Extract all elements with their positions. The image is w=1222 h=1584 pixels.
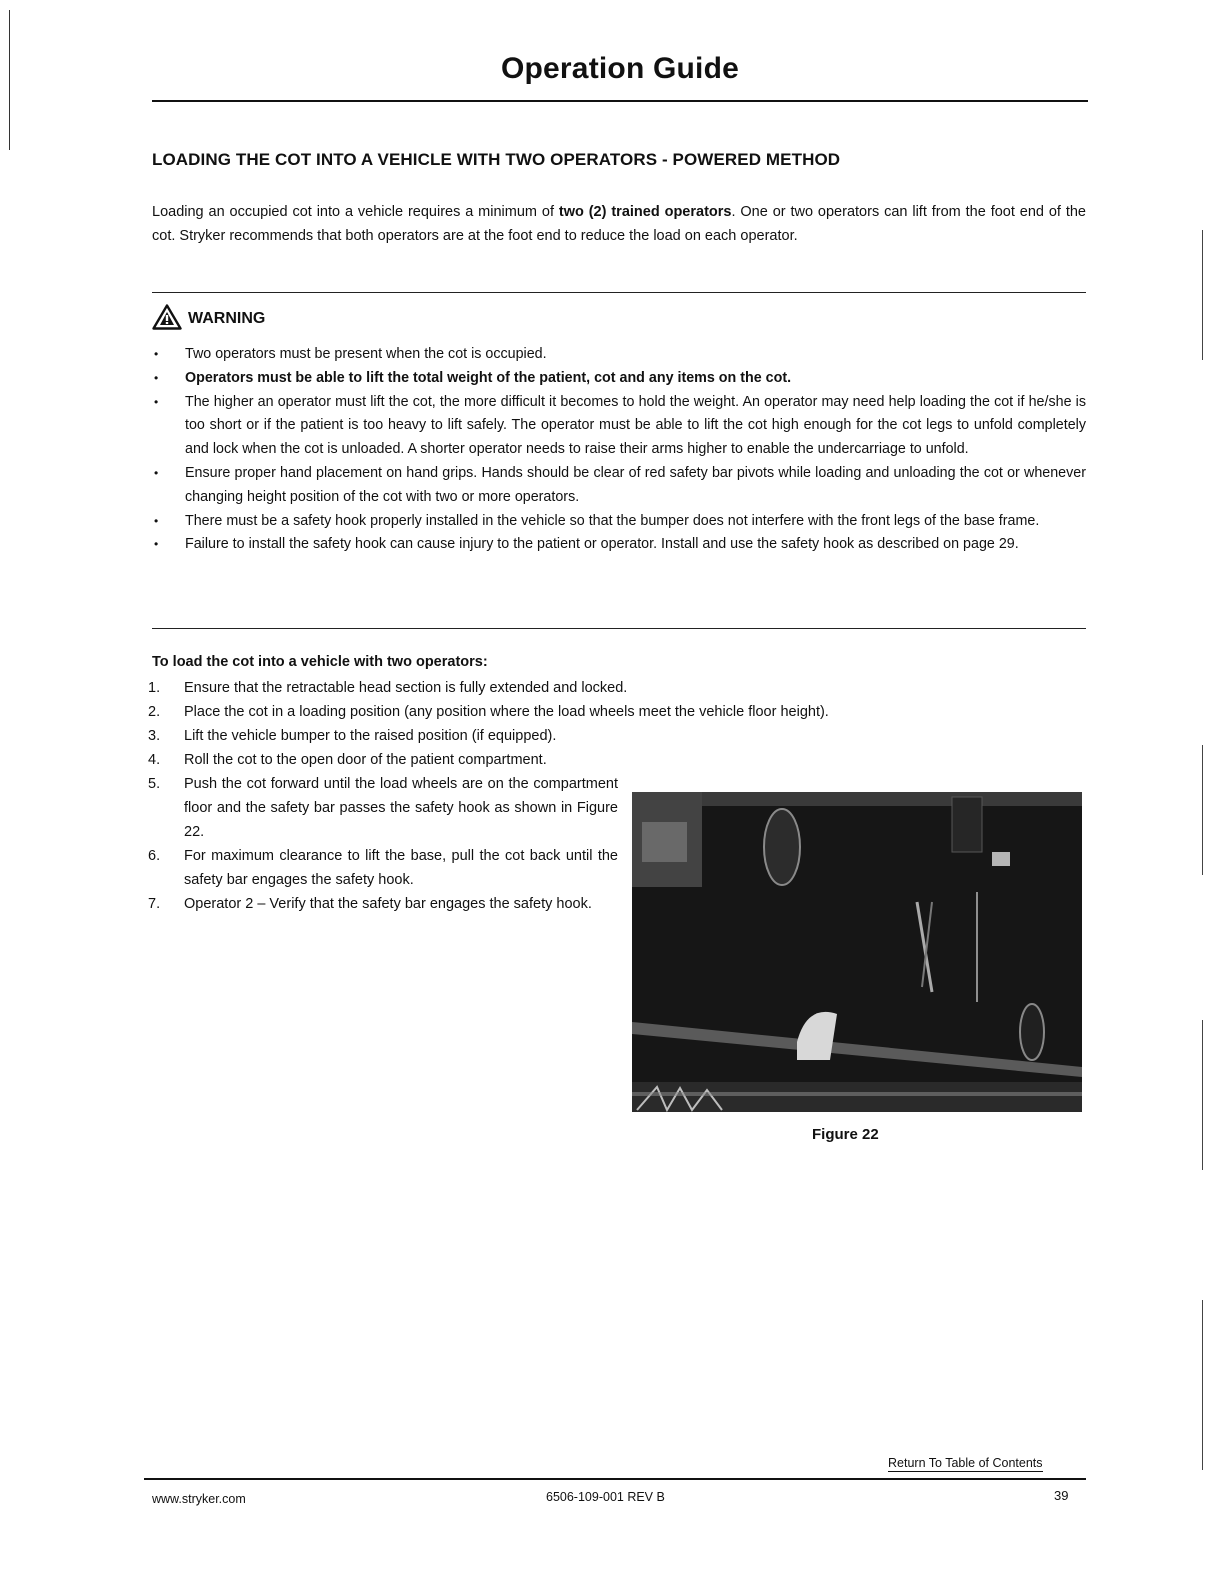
figure-photo — [632, 792, 1082, 1112]
warning-item: • Two operators must be present when the cot is occupied. — [154, 346, 547, 362]
procedure-step: 3. Lift the vehicle bumper to the raised position (if equipped). — [148, 728, 557, 744]
page-title: Operation Guide — [500, 52, 740, 85]
procedure-step: 4. Roll the cot to the open door of the patient compartment. — [148, 752, 547, 768]
page-number: 39 — [1054, 1488, 1069, 1503]
warning-bottom-rule — [152, 628, 1086, 629]
warning-label: WARNING — [188, 310, 266, 327]
table-of-contents-link[interactable]: Return To Table of Contents — [888, 1456, 1043, 1470]
warning-item: • The higher an operator must lift the cot, the more difficult it becomes to hold the weight. An operator may need help loading the cot if he/she is too short or if the patient is too heavy to lift safely. The operator must be able to lift the cot high enough for the cot legs to unfold completely and lock when the cot is unloaded. A shorter operator needs to raise their arms higher to enable the undercarriage to unfold. — [154, 393, 1086, 458]
cot-loading-photo — [632, 792, 1082, 1112]
warning-top-rule — [152, 292, 1086, 293]
warning-triangle-icon — [152, 304, 182, 335]
procedure-step: 6. For maximum clearance to lift the base, pull the cot back until the safety bar engages the safety hook. — [148, 848, 618, 888]
section-heading: LOADING THE COT INTO A VEHICLE WITH TWO OPERATORS - POWERED METHOD — [152, 150, 841, 169]
intro-text: Loading an occupied cot into a vehicle requires a minimum of — [152, 204, 559, 220]
intro-bold-text: two (2) trained operators — [558, 204, 732, 220]
intro-text: . One or two operators can lift from the foot end of the cot. Stryker recommends that both operators are at the foot end to reduce the load on each operator. — [152, 204, 1086, 244]
title-rule — [152, 100, 1088, 102]
scan-edge-line — [1202, 1020, 1203, 1170]
procedure-heading: To load the cot into a vehicle with two operators: — [152, 654, 488, 670]
scan-edge-line — [1202, 230, 1203, 360]
footer-doc-number: 6506-109-001 REV B — [546, 1490, 665, 1504]
procedure-step: 1. Ensure that the retractable head section is fully extended and locked. — [148, 680, 628, 696]
scan-edge-line — [1202, 1300, 1203, 1470]
procedure-step: 5. Push the cot forward until the load wheels are on the compartment floor and the safety bar passes the safety hook as shown in Figure 22. — [148, 776, 618, 840]
warning-item: • Ensure proper hand placement on hand grips. Hands should be clear of red safety bar pivots while loading and unloading the cot or whenever changing height position of the cot with two or more operators. — [154, 464, 1086, 505]
warning-list — [152, 343, 1086, 557]
warning-item: • Failure to install the safety hook can cause injury to the patient or operator. Install and use the safety hook as described on page 29. — [154, 536, 1019, 553]
warning-item: • Operators must be able to lift the total weight of the patient, cot and any items on the cot. — [154, 369, 792, 386]
warning-heading — [152, 304, 265, 334]
scan-edge-line — [1202, 745, 1203, 875]
warning-item: • There must be a safety hook properly installed in the vehicle so that the bumper does not interfere with the front legs of the base frame. — [154, 512, 1040, 529]
procedure-step: 2. Place the cot in a loading position (any position where the load wheels meet the vehicle floor height). — [148, 704, 829, 720]
intro-paragraph — [152, 200, 1086, 248]
figure-caption: Figure 22 — [812, 1126, 879, 1143]
footer-url: www.stryker.com — [152, 1492, 246, 1506]
footer-rule — [144, 1478, 1086, 1480]
scan-edge-line — [9, 10, 10, 150]
procedure-step: 7. Operator 2 – Verify that the safety bar engages the safety hook. — [148, 896, 592, 912]
